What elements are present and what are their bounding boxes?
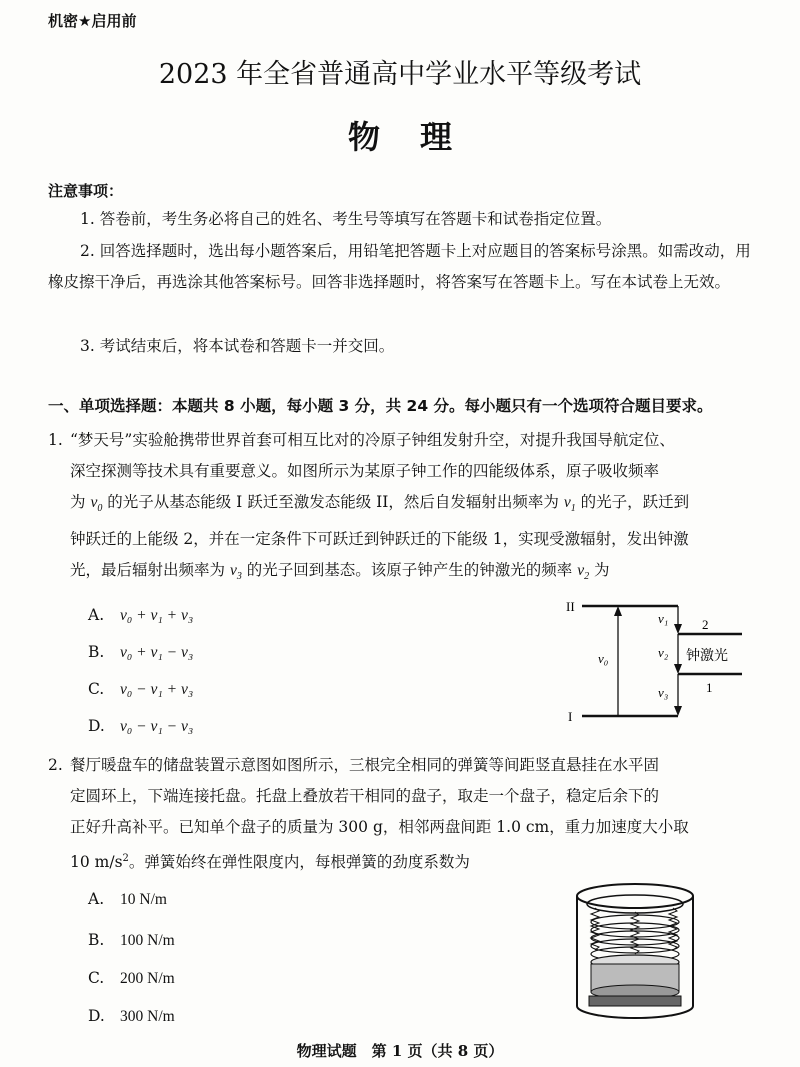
subject-title: 物理 [347, 118, 492, 156]
section-heading: 一、单项选择题：本题共 8 小题，每小题 3 分，共 24 分。每小题只有一个选项符合题目要求。 [48, 397, 713, 415]
plate-warmer-diagram [565, 878, 705, 1023]
label-level-2: 2 [702, 617, 709, 632]
q2-option-c[interactable]: C. 200 N/m [88, 969, 175, 987]
label-v3: ν₃ [658, 685, 669, 700]
confidential-mark: 机密★启用前 [48, 12, 137, 30]
q1-option-d[interactable]: D. ν₀ − ν₁ − ν₃ [88, 717, 194, 735]
label-v1: ν₁ [658, 611, 669, 626]
label-level-1: 1 [706, 680, 713, 695]
exam-title: 2023 年全省普通高中学业水平等级考试 [158, 59, 642, 90]
question-1: 1. “梦天号”实验舱携带世界首套可相互比对的冷原子钟组发射升空，对提升我国导航定位、 深空探测等技术具有重要意义。如图所示为某原子钟工作的四能级体系，原子吸收频率 为 $\nu_0$ 的光子从基态能级 I 跃迁至激发态能级 II，然后自发辐射出频率为 $\nu_1$ 的光子，跃迁到 钟跃迁的上能级 2，并在一定条件下可跃迁到钟跃迁的下能级 1，实现受激辐射，发出钟激 光，最后辐射出频率为 $\nu_3$ 的光子回到基态。该原子钟产生的钟激光的频率 $\nu_2$ 为 [48, 425, 764, 592]
q2-option-b[interactable]: B. 100 N/m [88, 931, 175, 949]
question-number: 1. [48, 431, 63, 449]
label-v2: ν₂ [658, 645, 669, 660]
page-footer: 物理试题 第 1 页（共 8 页） [296, 1042, 504, 1060]
energy-level-diagram [560, 596, 750, 731]
q1-option-a[interactable]: A. ν₀ + ν₁ + ν₃ [88, 606, 194, 624]
label-clock-laser: 钟激光 [686, 649, 728, 664]
label-level-I: I [568, 709, 573, 724]
q1-option-b[interactable]: B. ν₀ + ν₁ − ν₃ [88, 643, 194, 661]
label-level-II: II [566, 599, 575, 614]
question-2: 2. 餐厅暖盘车的储盘装置示意图如图所示，三根完全相同的弹簧等间距竖直悬挂在水平固 定圆环上，下端连接托盘。托盘上叠放若干相同的盘子，取走一个盘子，稳定后余下的 正好升高补平。已知单个盘子的质量为 300 g，相邻两盘间距 1.0 cm，重力加速度大小取 10 $m/s^2$。弹簧始终在弹性限度内，每根弹簧的劲度系数为 [48, 750, 764, 878]
q2-option-d[interactable]: D. 300 N/m [88, 1007, 175, 1025]
q2-option-a[interactable]: A. 10 N/m [88, 890, 167, 908]
question-number: 2. [48, 756, 63, 774]
note-item-1: 1. 答卷前，考生务必将自己的姓名、考生号等填写在答题卡和试卷指定位置。 [80, 210, 612, 228]
notes-heading: 注意事项： [48, 182, 124, 200]
label-v0: ν₀ [598, 651, 609, 666]
q1-option-c[interactable]: C. ν₀ − ν₁ + ν₃ [88, 680, 194, 698]
note-item-3: 3. 考试结束后，将本试卷和答题卡一并交回。 [80, 337, 395, 355]
note-item-2: 2. 回答选择题时，选出每小题答案后，用铅笔把答题卡上对应题目的答案标号涂黑。如需改动，用橡皮擦干净后，再选涂其他答案标号。回答非选择题时，将答案写在答题卡上。写在本试卷上无效。 [48, 242, 751, 291]
